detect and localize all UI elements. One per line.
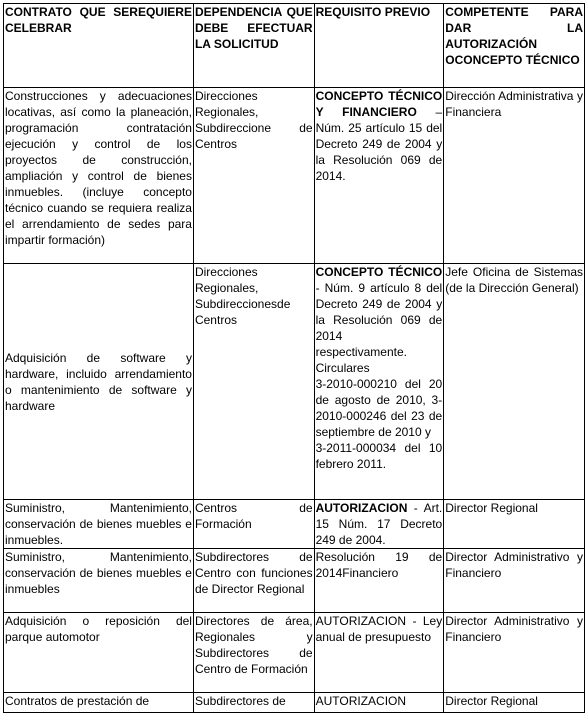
cell-dependencia [193, 613, 314, 693]
dependencia-text: Directores de área, Regionales y Subdirectores de Centro de Formación [194, 614, 313, 676]
competente-text: Director Regional [445, 501, 538, 515]
requisito-text: AUTORIZACION [315, 694, 407, 708]
requisito-text: Resolución 19 de 2014Financiero [315, 550, 443, 580]
requisito-text: AUTORIZACION - Ley anual de presupuesto [315, 614, 443, 644]
cell-requisito [314, 500, 444, 549]
dependencia-text: Subdirectores de [194, 694, 286, 708]
table-row [4, 613, 585, 693]
dependencia-text: Subdirectores de Centro con funciones de Director Regional [194, 550, 313, 596]
table-row [4, 264, 585, 500]
cell-dependencia [193, 264, 314, 500]
dependencia-text: Centros de Formación [194, 501, 313, 531]
contrato-text: Suministro, Mantenimiento, conservación de bienes muebles e inmuebles [5, 550, 192, 596]
cell-contrato [4, 549, 194, 613]
cell-competente [444, 613, 585, 693]
table-row [4, 88, 585, 264]
requisito-bold-text: CONCEPTO TÉCNICO Y FINANCIERO [315, 89, 443, 119]
table-header-row [4, 4, 585, 88]
cell-contrato [4, 613, 194, 693]
contrato-text: Contratos de prestación de [5, 694, 150, 708]
cell-requisito [314, 264, 444, 500]
cell-dependencia [193, 500, 314, 549]
requisito-text: - Art. 15 Núm. 17 Decreto 249 de 2004. [315, 501, 443, 547]
cell-contrato [4, 500, 194, 549]
requirements-table [3, 3, 585, 713]
header-competente: COMPETENTE PARA DAR LA AUTORIZACIÓN OCONCEPTO TÉCNICO [444, 4, 585, 88]
cell-requisito [314, 88, 444, 264]
table-row [4, 500, 585, 549]
competente-text: Director Administrativo y Financiero [445, 614, 583, 644]
cell-contrato [4, 88, 194, 264]
cell-contrato [4, 264, 194, 500]
competente-text: Director Administrativo y Financiero [445, 550, 583, 580]
cell-dependencia [193, 549, 314, 613]
cell-competente [444, 549, 585, 613]
cell-competente [444, 500, 585, 549]
header-dependencia: DEPENDENCIA QUE DEBE EFECTUAR LA SOLICITUD [193, 4, 314, 88]
dependencia-text: Direcciones Regionales, Subdireccionesde Centros [194, 265, 291, 327]
requisito-text: – Núm. 25 artículo 15 del Decreto 249 de 2004 y la Resolución 069 de 2014. [315, 105, 443, 183]
cell-dependencia [193, 88, 314, 264]
competente-text: Jefe Oficina de Sistemas (de la Dirección General) [445, 265, 583, 295]
competente-text: Dirección Administrativa y Financiera [445, 89, 583, 119]
dependencia-text: Direcciones Regionales, Subdireccione de Centros [194, 89, 313, 151]
cell-competente [444, 264, 585, 500]
cell-requisito [314, 613, 444, 693]
table-row [4, 549, 585, 613]
header-requisito: REQUISITO PREVIO [314, 4, 444, 88]
contrato-text: Adquisición o reposición del parque automotor [5, 614, 192, 644]
header-contrato: CONTRATO QUE SEREQUIERE CELEBRAR [4, 4, 194, 88]
contrato-text: Adquisición de software y hardware, incluido arrendamiento o mantenimiento de software y hardware [5, 350, 192, 413]
requisito-bold-text: AUTORIZACION [315, 501, 408, 515]
cell-competente [444, 88, 585, 264]
contrato-text: Construcciones y adecuaciones locativas, así como la planeación, programación contratación ejecución y control de los proyectos de construcción, ampliación y control de bienes inmuebles. (incluye concepto técnico cuando se requiera realiza el arrendamiento de sedes para impartir formación) [5, 89, 192, 247]
requisito-text: - Núm. 9 artículo 8 del Decreto 249 de 2004 y la Resolución 069 de 2014 respectivamente. Circulares 3-2010-000210 del 20 de agosto de 2010, 3-2010-000246 del 23 de septiembre de 2010 y 3-2011-000034 del 10 febrero 2011. [315, 281, 443, 471]
contrato-text: Suministro, Mantenimiento, conservación de bienes muebles e inmuebles. [5, 501, 192, 547]
requisito-bold-text: CONCEPTO TÉCNICO [315, 265, 443, 279]
competente-text: Director Regional [445, 694, 538, 708]
cell-requisito [314, 549, 444, 613]
